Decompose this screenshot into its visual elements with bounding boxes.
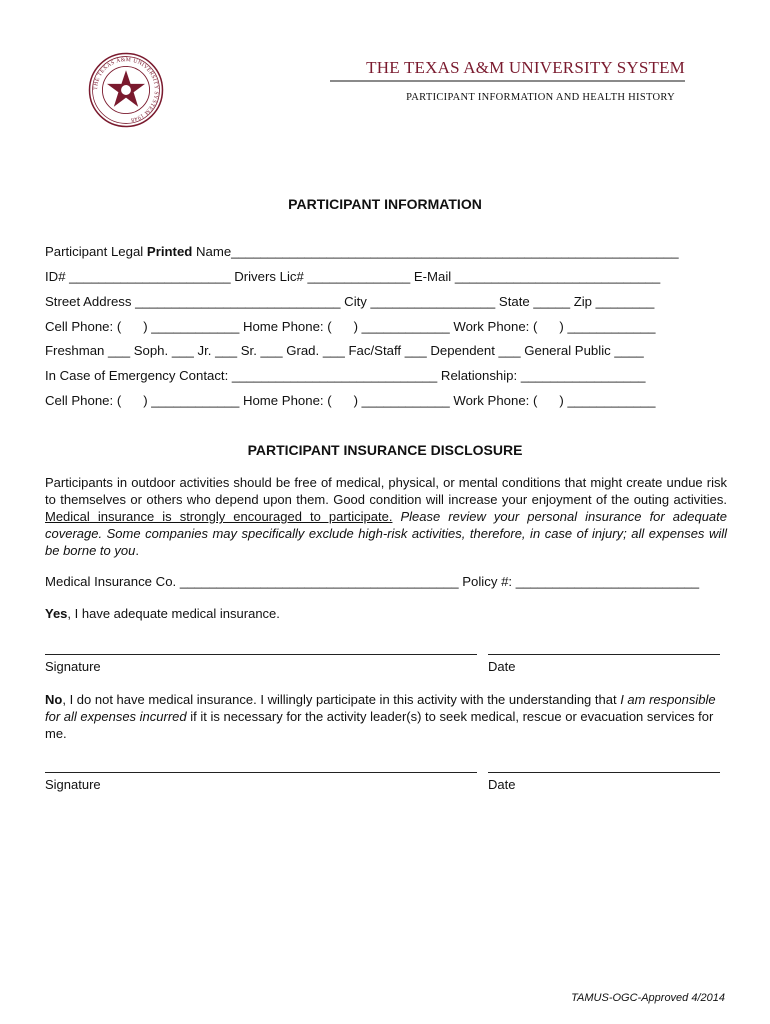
insurance-paragraph: Participants in outdoor activities should be free of medical, physical, or mental conditions that might create undue risk to themselves or others who depend upon them. Good condition will increase your enjoyment of the outing activities. Medical insurance is strongly encouraged to participate. Please review your personal insurance for adequate coverage. Some companies may specifically exclude high-risk activities, therefore, in case of injury; all expenses will be borne to you. (45, 475, 728, 558)
seal-text: THE TEXAS A&M UNIVERSITY SYSTEM 1948 (93, 57, 159, 123)
yes-insurance-statement: Yes, I have adequate medical insurance. (45, 606, 280, 621)
participant-info-heading: PARTICIPANT INFORMATION (288, 196, 482, 212)
header-divider (330, 80, 685, 82)
emergency-phone-fields[interactable]: Cell Phone: ( ) ____________ Home Phone: ( ) ____________ Work Phone: ( ) ____________ (45, 393, 656, 408)
emergency-contact-field[interactable]: In Case of Emergency Contact: ____________________________ Relationship: _________________ (45, 368, 646, 383)
no-insurance-statement: No, I do not have medical insurance. I willingly participate in this activity with the understanding that I am responsible for all expenses incurred if it is necessary for the activity leader(s) to seek medical, rescue or evacuation services for me. (45, 692, 716, 741)
insurance-heading: PARTICIPANT INSURANCE DISCLOSURE (247, 442, 523, 458)
university-seal-logo (88, 52, 164, 128)
org-title: THE TEXAS A&M UNIVERSITY SYSTEM (366, 58, 685, 77)
id-license-email-field[interactable]: ID# ______________________ Drivers Lic# ______________ E-Mail ____________________________ (45, 269, 661, 284)
approval-footer: TAMUS-OGC-Approved 4/2014 (571, 992, 725, 1004)
signature-label: Signature (45, 659, 101, 674)
signature-line-no[interactable] (45, 772, 477, 773)
date-line-no[interactable] (488, 772, 720, 773)
date-label-2: Date (488, 777, 516, 792)
signature-line-yes[interactable] (45, 654, 477, 655)
date-line-yes[interactable] (488, 654, 720, 655)
legal-name-field[interactable]: Participant Legal Printed Name_____________________________________________________________ (45, 244, 679, 259)
date-label: Date (488, 659, 516, 674)
signature-label-2: Signature (45, 777, 101, 792)
document-subtitle: PARTICIPANT INFORMATION AND HEALTH HISTORY (406, 92, 675, 103)
phone-fields[interactable]: Cell Phone: ( ) ____________ Home Phone: ( ) ____________ Work Phone: ( ) ____________ (45, 319, 656, 334)
medical-insurance-field[interactable]: Medical Insurance Co. ______________________________________ Policy #: _________________________ (45, 574, 700, 589)
address-field[interactable]: Street Address ____________________________ City _________________ State _____ Zip ________ (45, 294, 655, 309)
status-options[interactable]: Freshman ___ Soph. ___ Jr. ___ Sr. ___ Grad. ___ Fac/Staff ___ Dependent ___ General Public ____ (45, 343, 644, 358)
